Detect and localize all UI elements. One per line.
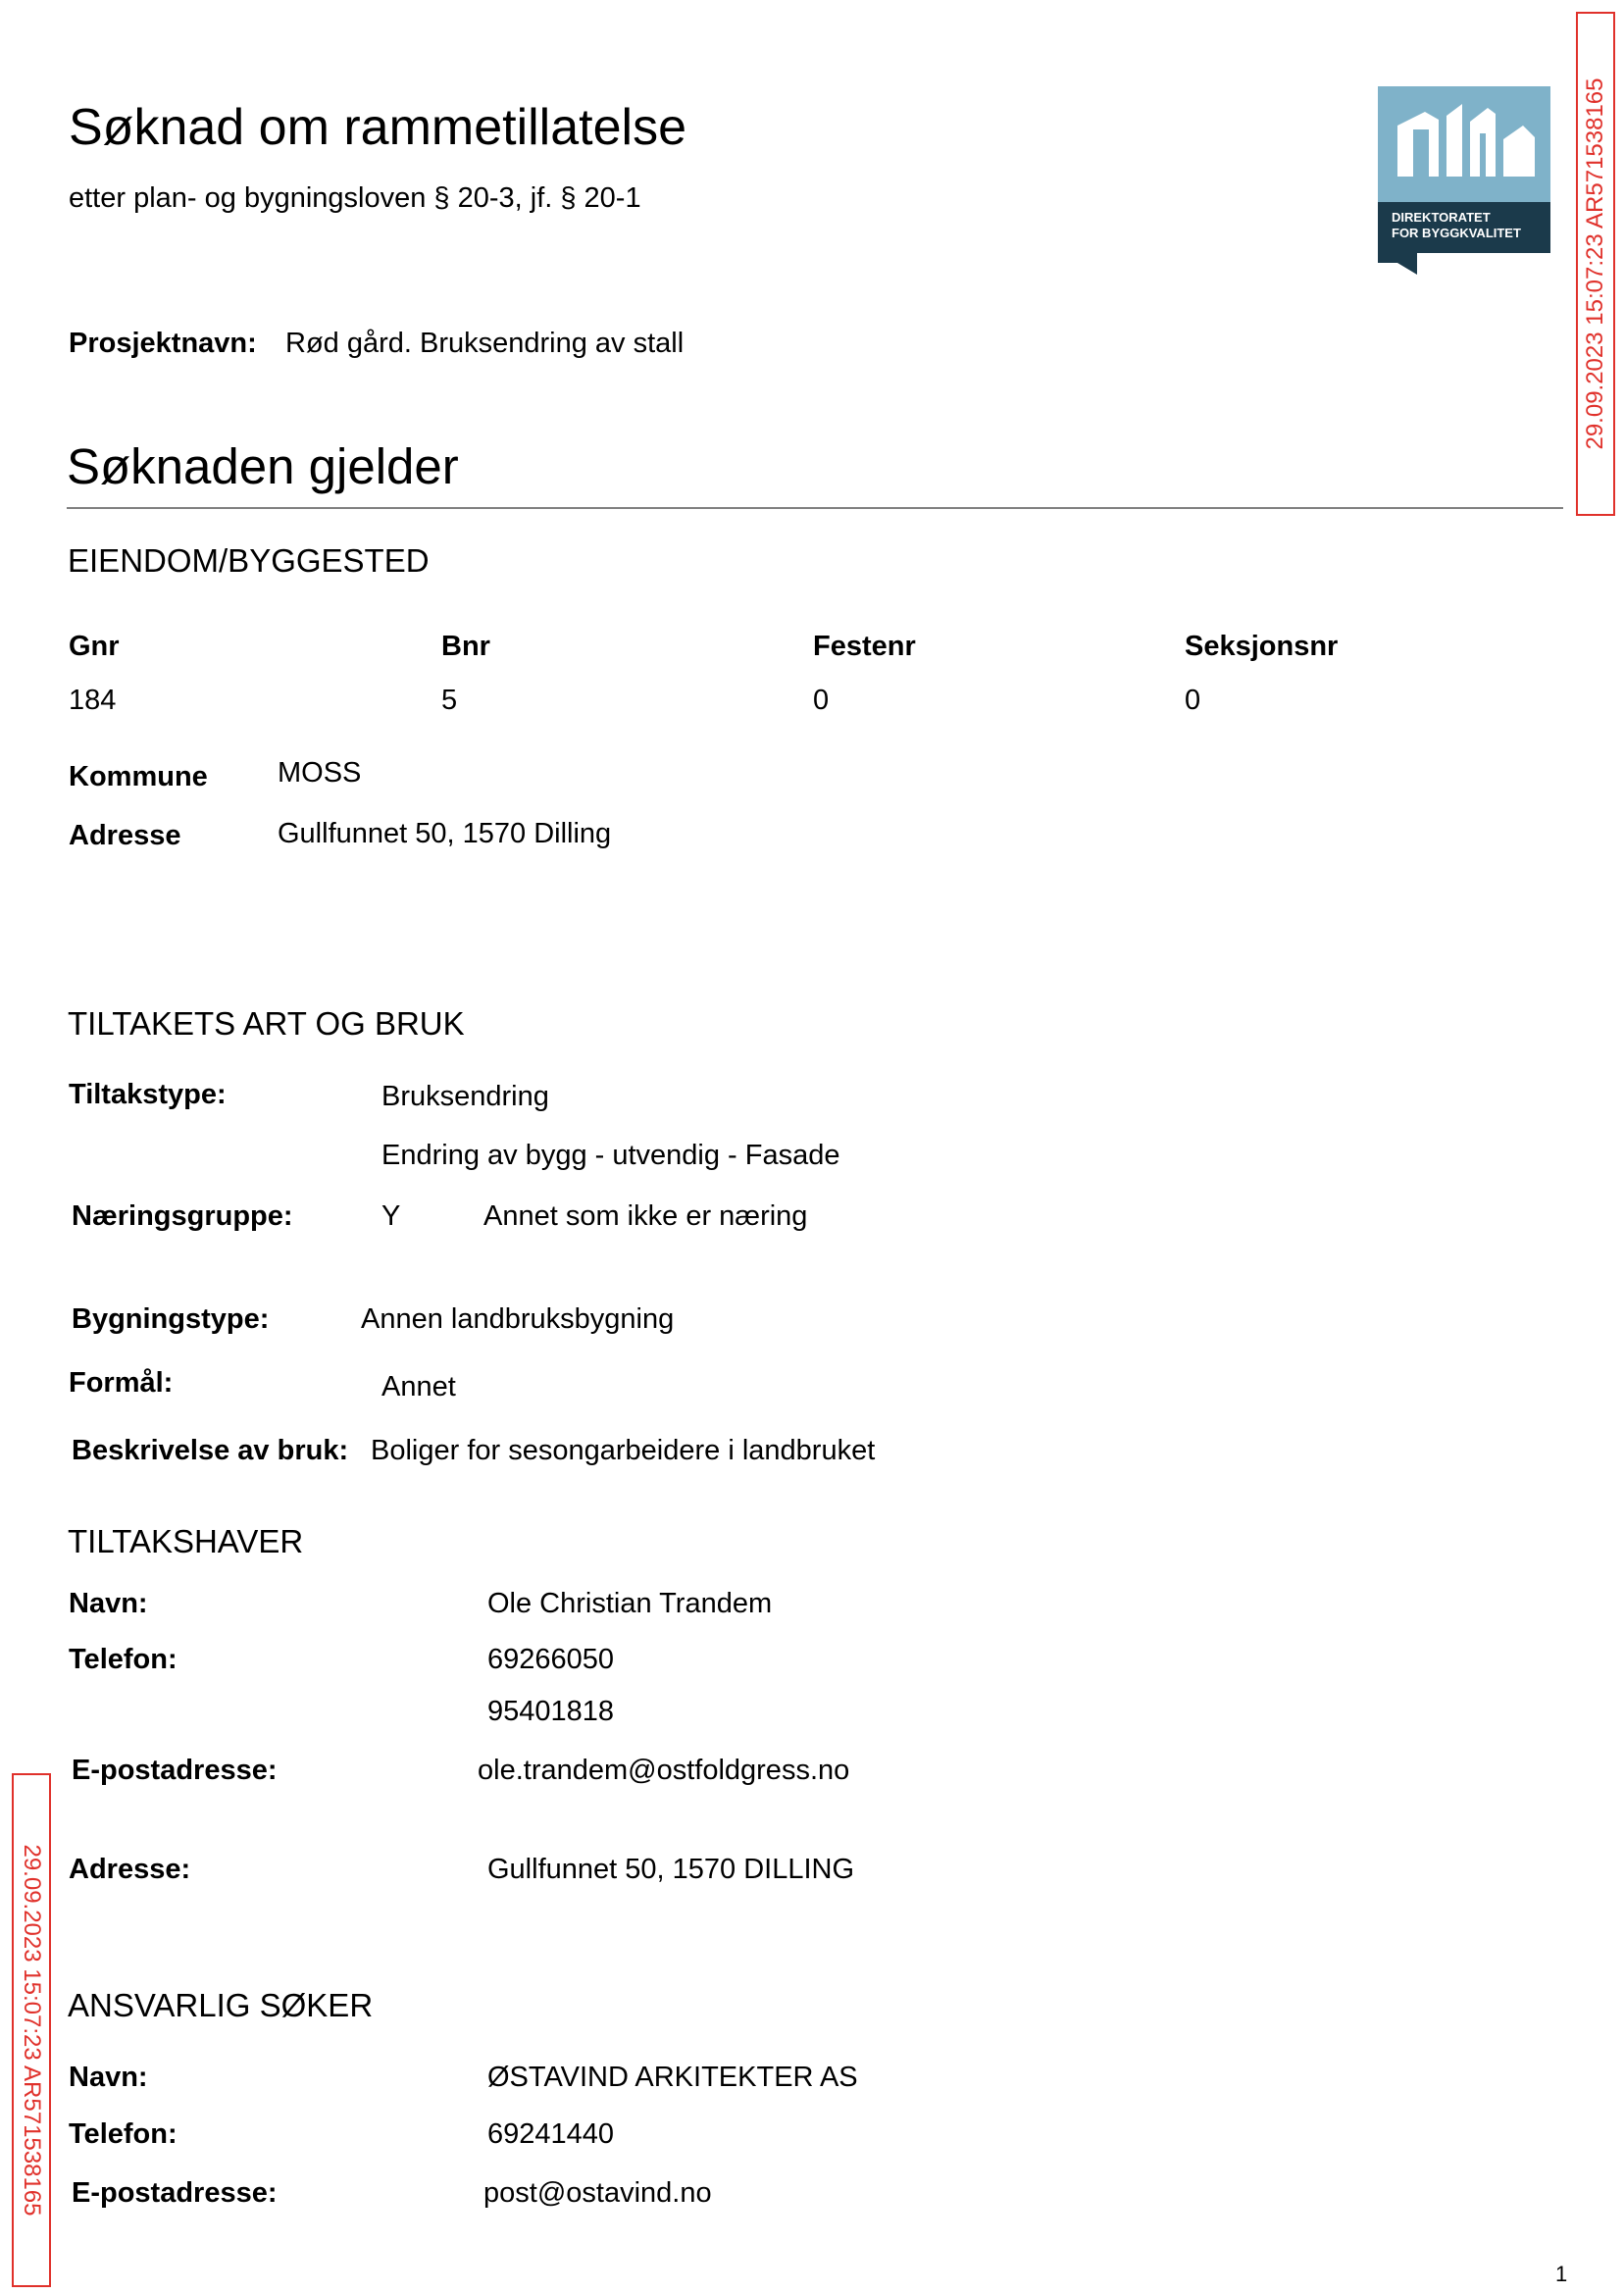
owner-phone-1: 69266050 (487, 1644, 615, 1675)
owner-phone-label: Telefon: (69, 1644, 178, 1675)
measure-type-2: Endring av bygg - utvendig - Fasade (381, 1140, 840, 1171)
municipality-value: MOSS (278, 757, 362, 789)
industry-group-label: Næringsgruppe: (72, 1200, 293, 1232)
applicant-name-value: ØSTAVIND ARKITEKTER AS (487, 2062, 858, 2093)
logo-text-line2: FOR BYGGKVALITET (1392, 226, 1521, 240)
logo-text-line1: DIREKTORATET (1392, 210, 1491, 225)
page-number: 1 (1555, 2262, 1568, 2286)
owner-name-value: Ole Christian Trandem (487, 1588, 773, 1619)
applicant-phone-label: Telefon: (69, 2118, 178, 2150)
industry-group-value: Annet som ikke er næring (483, 1200, 808, 1232)
dibk-logo-graphic (1378, 86, 1550, 275)
applicant-phone-value: 69241440 (487, 2118, 615, 2150)
measure-type-label: Tiltakstype: (69, 1079, 227, 1110)
receipt-stamp-left (12, 1773, 51, 2287)
receipt-stamp-right-text: 29.09.2023 15:07:23 AR571538165 (1582, 77, 1608, 450)
column-header-bnr: Bnr (441, 631, 490, 662)
section-divider (67, 507, 1563, 509)
value-gnr: 184 (69, 685, 117, 716)
column-header-festenr: Festenr (813, 631, 916, 662)
municipality-label: Kommune (69, 761, 208, 792)
owner-email-value: ole.trandem@ostfoldgress.no (478, 1755, 850, 1786)
industry-group-code: Y (381, 1200, 401, 1232)
applies-heading: Søknaden gjelder (67, 438, 459, 494)
usage-description-label: Beskrivelse av bruk: (72, 1435, 349, 1466)
purpose-label: Formål: (69, 1367, 174, 1399)
applicant-email-label: E-postadresse: (72, 2177, 278, 2209)
logo-text (1392, 210, 1521, 241)
applicant-email-value: post@ostavind.no (483, 2177, 712, 2209)
measure-heading: TILTAKETS ART OG BRUK (68, 1005, 465, 1042)
applicant-heading: ANSVARLIG SØKER (68, 1987, 374, 2023)
receipt-stamp-left-text: 29.09.2023 15:07:23 AR571538165 (19, 1844, 45, 2217)
receipt-stamp-right (1576, 12, 1615, 516)
usage-description-value: Boliger for sesongarbeidere i landbruket (371, 1435, 876, 1466)
owner-address-label: Adresse: (69, 1854, 191, 1885)
column-header-seksjonsnr: Seksjonsnr (1185, 631, 1339, 662)
building-type-label: Bygningstype: (72, 1303, 270, 1335)
property-address-value: Gullfunnet 50, 1570 Dilling (278, 818, 612, 849)
measure-type-1: Bruksendring (381, 1081, 549, 1112)
document-subtitle: etter plan- og bygningsloven § 20-3, jf. § 20-1 (69, 182, 641, 214)
owner-phone-2: 95401818 (487, 1696, 615, 1727)
value-festenr: 0 (813, 685, 830, 716)
owner-name-label: Navn: (69, 1588, 148, 1619)
owner-heading: TILTAKSHAVER (68, 1523, 304, 1559)
document-title: Søknad om rammetillatelse (69, 99, 686, 156)
purpose-value: Annet (381, 1371, 456, 1402)
owner-email-label: E-postadresse: (72, 1755, 278, 1786)
property-address-label: Adresse (69, 820, 181, 851)
applicant-name-label: Navn: (69, 2062, 148, 2093)
building-type-value: Annen landbruksbygning (361, 1303, 675, 1335)
dibk-logo (1378, 86, 1550, 275)
owner-address-value: Gullfunnet 50, 1570 DILLING (487, 1854, 855, 1885)
column-header-gnr: Gnr (69, 631, 120, 662)
property-heading: EIENDOM/BYGGESTED (68, 542, 430, 579)
project-name-label: Prosjektnavn: (69, 328, 257, 359)
value-seksjonsnr: 0 (1185, 685, 1201, 716)
project-name-value: Rød gård. Bruksendring av stall (285, 328, 685, 359)
value-bnr: 5 (441, 685, 458, 716)
